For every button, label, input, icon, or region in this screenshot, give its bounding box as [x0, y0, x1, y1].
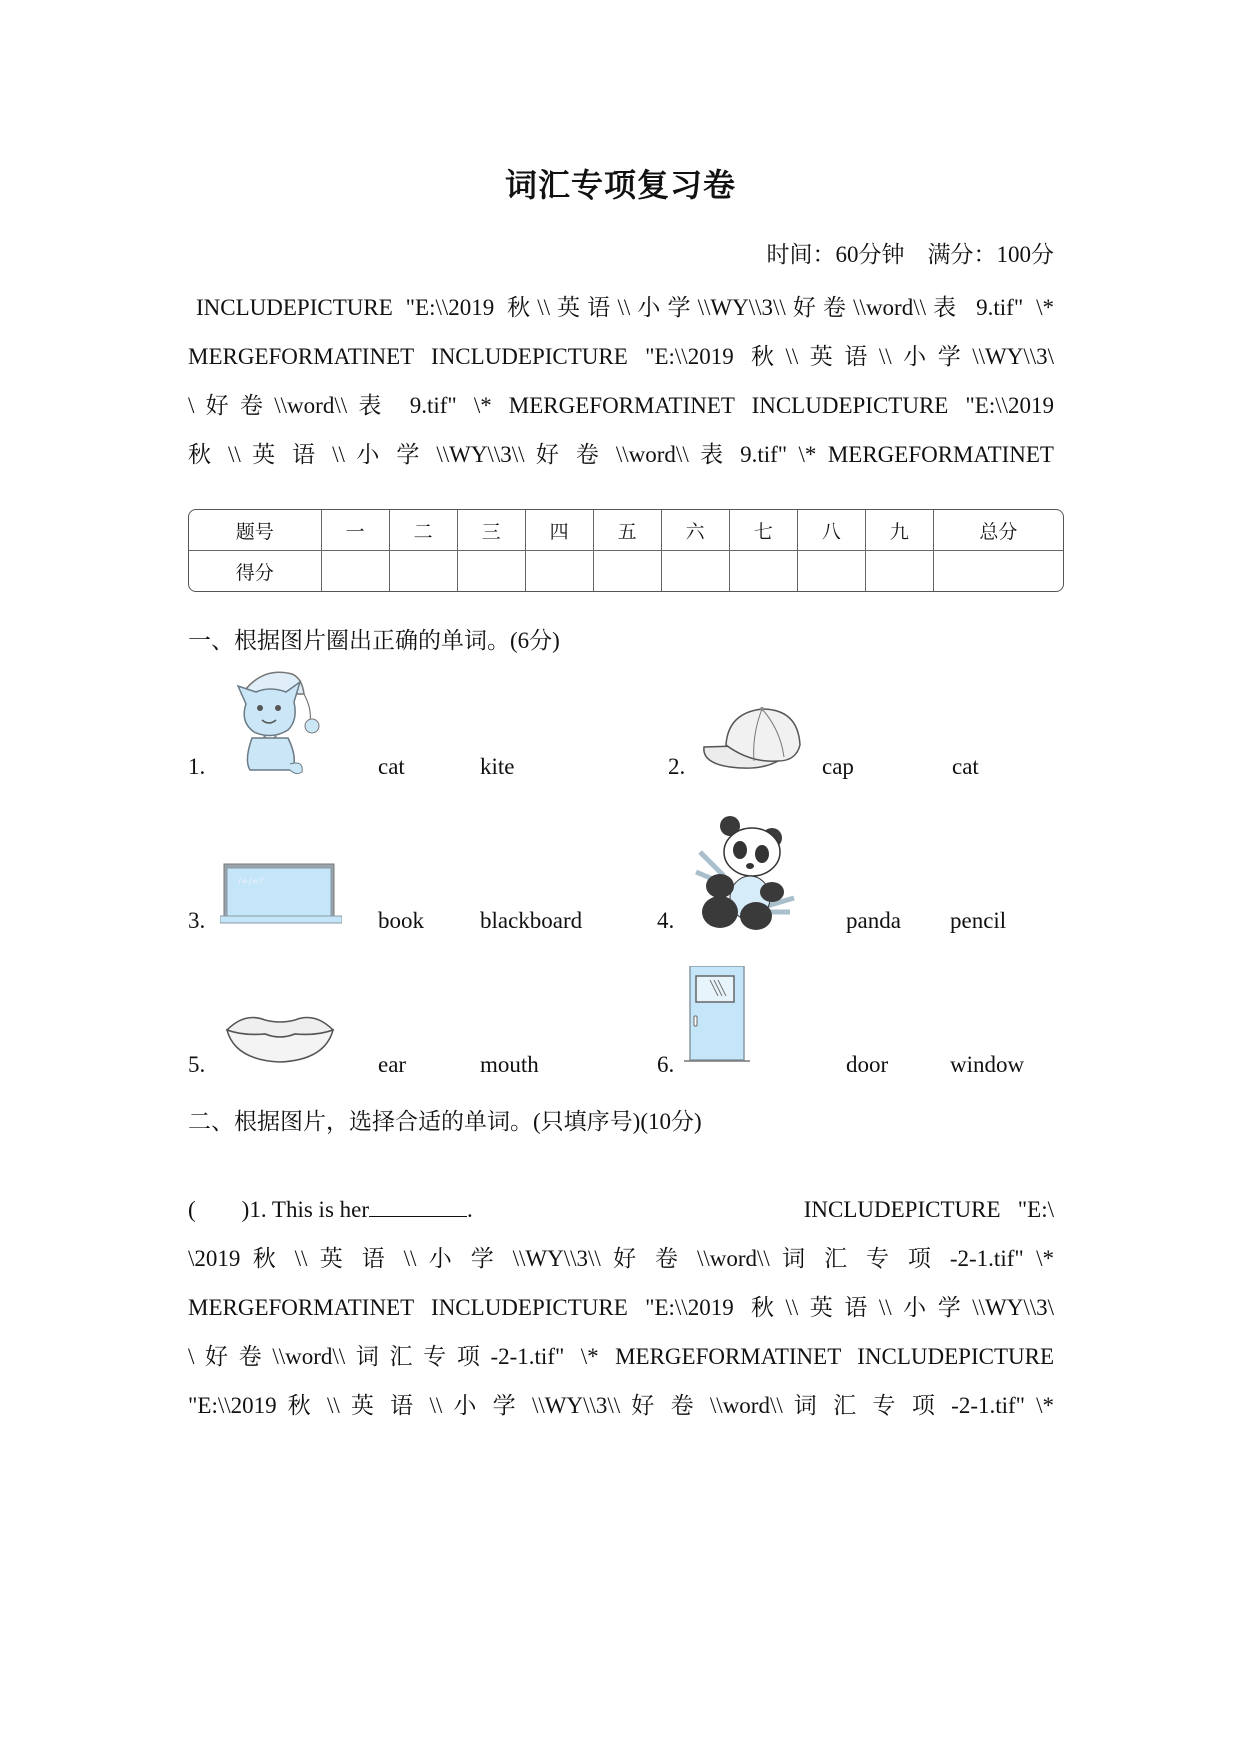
- option-word[interactable]: cat: [378, 754, 405, 779]
- header-cell: 二: [390, 510, 458, 551]
- header-cell: 题号: [189, 510, 322, 551]
- section-2-heading: 二、根据图片，选择合适的单词。(只填序号)(10分): [188, 1109, 702, 1134]
- svg-text:/+/=?: /+/=?: [238, 877, 264, 887]
- field-code-block-1: [188, 283, 1054, 479]
- item-number: 4.: [657, 908, 675, 933]
- score-cell[interactable]: [458, 551, 526, 591]
- header-cell: 五: [594, 510, 662, 551]
- item-number: 6.: [657, 1052, 675, 1077]
- option-word[interactable]: door: [846, 1052, 889, 1077]
- option-word[interactable]: window: [950, 1052, 1025, 1077]
- option-word[interactable]: mouth: [480, 1052, 539, 1077]
- score-cell[interactable]: [322, 551, 390, 591]
- page-title: 词汇专项复习卷: [504, 166, 736, 204]
- answer-blank[interactable]: [369, 1196, 467, 1217]
- score-cell[interactable]: [934, 551, 1063, 591]
- header-cell: 四: [526, 510, 594, 551]
- score-cell[interactable]: [594, 551, 662, 591]
- option-word[interactable]: pencil: [950, 908, 1007, 933]
- score-cell[interactable]: [390, 551, 458, 591]
- cap-image: [700, 705, 815, 771]
- blackboard-image: [220, 862, 342, 924]
- header-cell: 八: [798, 510, 866, 551]
- option-word[interactable]: kite: [480, 754, 515, 779]
- mouth-lips-image: [225, 1010, 335, 1065]
- question-1-line: [188, 1185, 1054, 1234]
- field-code-line: \2019 秋 \\ 英 语 \\ 小 学 \\WY\\3\\ 好 卷 \\word\\ 词 汇 专 项 -2-1.tif" \*: [188, 1246, 1054, 1271]
- field-code-line: MERGEFORMATINET INCLUDEPICTURE "E:\\2019 秋\\英语\\小学\\WY\\3\: [188, 344, 1054, 369]
- header-cell: 七: [730, 510, 798, 551]
- panda-image: [690, 812, 802, 930]
- score-cell[interactable]: [662, 551, 730, 591]
- option-word[interactable]: blackboard: [480, 908, 583, 933]
- item-number: 2.: [668, 754, 686, 779]
- option-word[interactable]: ear: [378, 1052, 407, 1077]
- option-word[interactable]: cat: [952, 754, 979, 779]
- field-code-start: INCLUDEPICTURE "E:\: [803, 1197, 1054, 1222]
- score-table: [188, 509, 1064, 592]
- field-code-line: INCLUDEPICTURE "E:\\2019 秋\\英语\\小学\\WY\\3\\好卷\\word\\表 9.tif" \*: [196, 295, 1054, 320]
- field-code-line: 秋 \\ 英 语 \\ 小 学 \\WY\\3\\ 好 卷 \\word\\ 表 9.tif" \* MERGEFORMATINET: [188, 442, 1054, 467]
- score-table-score-row: [189, 551, 1063, 591]
- cat-with-nightcap-image: [232, 664, 322, 776]
- option-word[interactable]: panda: [846, 908, 901, 933]
- section-1-heading: 一、根据图片圈出正确的单词。(6分): [188, 628, 560, 653]
- header-cell: 一: [322, 510, 390, 551]
- question-1-text: 1. This is her: [249, 1197, 370, 1222]
- section-2-question-block: [188, 1185, 1054, 1430]
- field-code-line: "E:\\2019 秋 \\ 英 语 \\ 小 学 \\WY\\3\\ 好 卷 \\word\\ 词 汇 专 项 -2-1.tif" \*: [188, 1393, 1054, 1418]
- header-cell: 三: [458, 510, 526, 551]
- item-number: 3.: [188, 908, 206, 933]
- header-cell: 九: [866, 510, 934, 551]
- time-and-score-info: 时间：60分钟 满分：100分: [766, 242, 1054, 267]
- option-word[interactable]: cap: [822, 754, 854, 779]
- item-number: 5.: [188, 1052, 206, 1077]
- score-table-header-row: [189, 510, 1063, 551]
- door-image: [684, 966, 754, 1064]
- option-word[interactable]: book: [378, 908, 424, 933]
- field-code-line: MERGEFORMATINET INCLUDEPICTURE "E:\\2019 秋\\英语\\小学\\WY\\3\: [188, 1295, 1054, 1320]
- score-cell[interactable]: [798, 551, 866, 591]
- question-1-end: .: [467, 1197, 473, 1222]
- field-code-line: \好卷\\word\\表 9.tif" \* MERGEFORMATINET INCLUDEPICTURE "E:\\2019: [188, 393, 1054, 418]
- score-cell[interactable]: [730, 551, 798, 591]
- score-cell[interactable]: [866, 551, 934, 591]
- item-number: 1.: [188, 754, 206, 779]
- score-cell[interactable]: [526, 551, 594, 591]
- answer-paren[interactable]: ( ): [188, 1197, 250, 1222]
- header-cell: 总分: [934, 510, 1063, 551]
- row-label-cell: 得分: [189, 551, 322, 591]
- header-cell: 六: [662, 510, 730, 551]
- field-code-line: \好卷\\word\\词汇专项-2-1.tif" \* MERGEFORMATINET INCLUDEPICTURE: [188, 1344, 1054, 1369]
